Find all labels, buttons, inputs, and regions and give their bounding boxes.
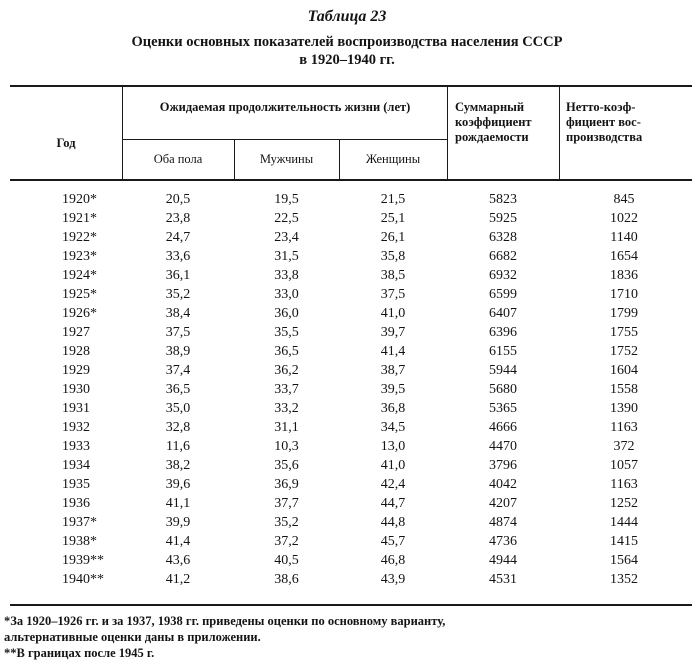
footnotes (4, 613, 694, 661)
cell-both-sexes: 33,6 (165, 249, 191, 264)
cell-tfr: 5365 (489, 401, 517, 416)
cell-tfr: 5944 (489, 363, 517, 378)
cell-nrr: 372 (613, 439, 635, 454)
cell-nrr: 1710 (610, 287, 638, 302)
cell-nrr: 1163 (610, 477, 638, 492)
table-row (0, 418, 694, 437)
table-top-rule (10, 85, 692, 87)
cell-men: 36,9 (274, 477, 299, 492)
cell-both-sexes: 35,2 (165, 287, 191, 302)
cell-both-sexes: 23,8 (165, 211, 191, 226)
cell-women: 34,5 (380, 420, 406, 435)
cell-men: 31,1 (274, 420, 299, 435)
cell-tfr: 3796 (489, 458, 517, 473)
cell-both-sexes: 38,2 (165, 458, 191, 473)
cell-women: 38,5 (380, 268, 406, 283)
table-row (0, 475, 694, 494)
cell-nrr: 1415 (610, 534, 638, 549)
cell-year: 1940** (62, 572, 104, 587)
cell-nrr: 1755 (610, 325, 638, 340)
table-title (0, 33, 694, 69)
cell-tfr: 4207 (489, 496, 517, 511)
cell-women: 45,7 (380, 534, 406, 549)
cell-nrr: 845 (613, 192, 635, 207)
cell-year: 1927 (62, 325, 90, 340)
cell-women: 25,1 (380, 211, 406, 226)
cell-nrr: 1799 (610, 306, 638, 321)
cell-men: 33,0 (274, 287, 299, 302)
cell-women: 37,5 (380, 287, 406, 302)
cell-both-sexes: 41,1 (165, 496, 191, 511)
cell-year: 1922* (62, 230, 97, 245)
cell-women: 38,7 (380, 363, 406, 378)
table-row (0, 570, 694, 589)
cell-year: 1938* (62, 534, 97, 549)
cell-tfr: 6328 (489, 230, 517, 245)
cell-year: 1935 (62, 477, 90, 492)
table-row (0, 456, 694, 475)
cell-tfr: 4944 (489, 553, 517, 568)
cell-tfr: 4736 (489, 534, 517, 549)
table-row (0, 551, 694, 570)
cell-both-sexes: 41,4 (165, 534, 191, 549)
cell-men: 36,0 (274, 306, 299, 321)
table-row (0, 247, 694, 266)
cell-year: 1920* (62, 192, 97, 207)
cell-year: 1937* (62, 515, 97, 530)
table-number: Таблица 23 (307, 8, 387, 25)
cell-tfr: 6407 (489, 306, 517, 321)
table-row (0, 494, 694, 513)
cell-nrr: 1022 (610, 211, 638, 226)
cell-tfr: 4666 (489, 420, 517, 435)
cell-men: 35,6 (274, 458, 299, 473)
cell-year: 1932 (62, 420, 90, 435)
cell-tfr: 5925 (489, 211, 517, 226)
cell-year: 1924* (62, 268, 97, 283)
table-bottom-rule (10, 604, 692, 606)
cell-year: 1931 (62, 401, 90, 416)
table-row (0, 342, 694, 361)
cell-both-sexes: 32,8 (165, 420, 191, 435)
cell-men: 33,7 (274, 382, 299, 397)
cell-year: 1923* (62, 249, 97, 264)
cell-nrr: 1564 (610, 553, 638, 568)
cell-tfr: 6682 (489, 249, 517, 264)
cell-year: 1928 (62, 344, 90, 359)
table-row (0, 380, 694, 399)
cell-both-sexes: 39,6 (165, 477, 191, 492)
cell-nrr: 1836 (610, 268, 638, 283)
cell-tfr: 5823 (489, 192, 517, 207)
subheader-rule (122, 139, 447, 140)
cell-both-sexes: 36,5 (165, 382, 191, 397)
cell-tfr: 6599 (489, 287, 517, 302)
footnote-2: **В границах после 1945 г. (4, 646, 155, 660)
cell-nrr: 1140 (610, 230, 638, 245)
table-row (0, 285, 694, 304)
cell-women: 41,4 (380, 344, 406, 359)
cell-women: 44,7 (380, 496, 406, 511)
cell-year: 1930 (62, 382, 90, 397)
cell-nrr: 1390 (610, 401, 638, 416)
table-row (0, 323, 694, 342)
table-title-line-2: в 1920–1940 гг. (299, 52, 395, 68)
table-row (0, 266, 694, 285)
cell-nrr: 1163 (610, 420, 638, 435)
cell-women: 21,5 (380, 192, 406, 207)
cell-nrr: 1252 (610, 496, 638, 511)
cell-men: 10,3 (274, 439, 299, 454)
cell-women: 44,8 (380, 515, 406, 530)
table-row (0, 228, 694, 247)
cell-both-sexes: 38,9 (165, 344, 191, 359)
header-life-expectancy: Ожидаемая продолжительность жизни (лет) (159, 100, 411, 114)
table-title-line-1: Оценки основных показателей воспроизводства населения СССР (131, 34, 563, 50)
cell-nrr: 1558 (610, 382, 638, 397)
cell-year: 1933 (62, 439, 90, 454)
cell-men: 38,6 (274, 572, 299, 587)
cell-nrr: 1444 (610, 515, 638, 530)
cell-both-sexes: 41,2 (165, 572, 191, 587)
cell-men: 19,5 (274, 192, 299, 207)
cell-men: 40,5 (274, 553, 299, 568)
cell-tfr: 4874 (489, 515, 517, 530)
header-tfr: Суммарный коэффициент рождаемости (455, 100, 532, 144)
table-row (0, 304, 694, 323)
cell-both-sexes: 35,0 (165, 401, 191, 416)
cell-women: 42,4 (380, 477, 406, 492)
cell-both-sexes: 11,6 (166, 439, 190, 454)
cell-both-sexes: 38,4 (165, 306, 191, 321)
cell-women: 39,7 (380, 325, 406, 340)
cell-tfr: 4042 (489, 477, 517, 492)
cell-year: 1929 (62, 363, 90, 378)
cell-tfr: 6155 (489, 344, 517, 359)
cell-year: 1926* (62, 306, 97, 321)
cell-both-sexes: 39,9 (165, 515, 191, 530)
cell-women: 35,8 (380, 249, 406, 264)
cell-year: 1925* (62, 287, 97, 302)
table-row (0, 532, 694, 551)
cell-year: 1936 (62, 496, 90, 511)
table-row (0, 437, 694, 456)
cell-men: 33,2 (274, 401, 299, 416)
cell-men: 36,5 (274, 344, 299, 359)
table-row (0, 399, 694, 418)
cell-women: 36,8 (380, 401, 406, 416)
cell-tfr: 4531 (489, 572, 517, 587)
cell-women: 46,8 (380, 553, 406, 568)
cell-tfr: 6396 (489, 325, 517, 340)
cell-women: 41,0 (380, 306, 406, 321)
cell-year: 1921* (62, 211, 97, 226)
cell-tfr: 5680 (489, 382, 517, 397)
cell-women: 26,1 (380, 230, 406, 245)
table-body (0, 190, 694, 589)
cell-both-sexes: 36,1 (165, 268, 191, 283)
cell-men: 37,2 (274, 534, 299, 549)
cell-women: 39,5 (380, 382, 406, 397)
cell-nrr: 1057 (610, 458, 638, 473)
cell-women: 43,9 (380, 572, 406, 587)
cell-men: 31,5 (274, 249, 299, 264)
column-divider-tfr-nrr (559, 86, 560, 180)
cell-both-sexes: 24,7 (165, 230, 191, 245)
cell-men: 22,5 (274, 211, 299, 226)
cell-women: 13,0 (380, 439, 406, 454)
cell-both-sexes: 20,5 (165, 192, 191, 207)
cell-men: 37,7 (274, 496, 299, 511)
header-nrr: Нетто-коэф-фициент вос-производства (566, 100, 643, 144)
footnote-1-line-2: альтернативные оценки даны в приложении. (4, 630, 261, 644)
cell-men: 35,5 (274, 325, 299, 340)
cell-nrr: 1752 (610, 344, 638, 359)
table-row (0, 190, 694, 209)
cell-nrr: 1352 (610, 572, 638, 587)
cell-both-sexes: 43,6 (165, 553, 191, 568)
cell-men: 35,2 (274, 515, 299, 530)
cell-tfr: 6932 (489, 268, 517, 283)
cell-year: 1939** (62, 553, 104, 568)
cell-nrr: 1654 (610, 249, 638, 264)
cell-both-sexes: 37,4 (165, 363, 191, 378)
header-men: Мужчины (259, 152, 314, 166)
header-both-sexes: Оба пола (153, 152, 203, 166)
cell-nrr: 1604 (610, 363, 638, 378)
footnote-1-line-1: *За 1920–1926 гг. и за 1937, 1938 гг. приведены оценки по основному варианту, (4, 614, 446, 628)
cell-year: 1934 (62, 458, 90, 473)
column-divider-life-tfr (447, 86, 448, 180)
table-row (0, 361, 694, 380)
table-row (0, 209, 694, 228)
header-women: Женщины (365, 152, 421, 166)
cell-men: 36,2 (274, 363, 299, 378)
cell-women: 41,0 (380, 458, 406, 473)
cell-men: 33,8 (274, 268, 299, 283)
cell-men: 23,4 (274, 230, 299, 245)
cell-tfr: 4470 (489, 439, 517, 454)
table-header-bottom-rule (10, 179, 692, 181)
table-row (0, 513, 694, 532)
cell-both-sexes: 37,5 (165, 325, 191, 340)
header-year: Год (56, 136, 76, 150)
